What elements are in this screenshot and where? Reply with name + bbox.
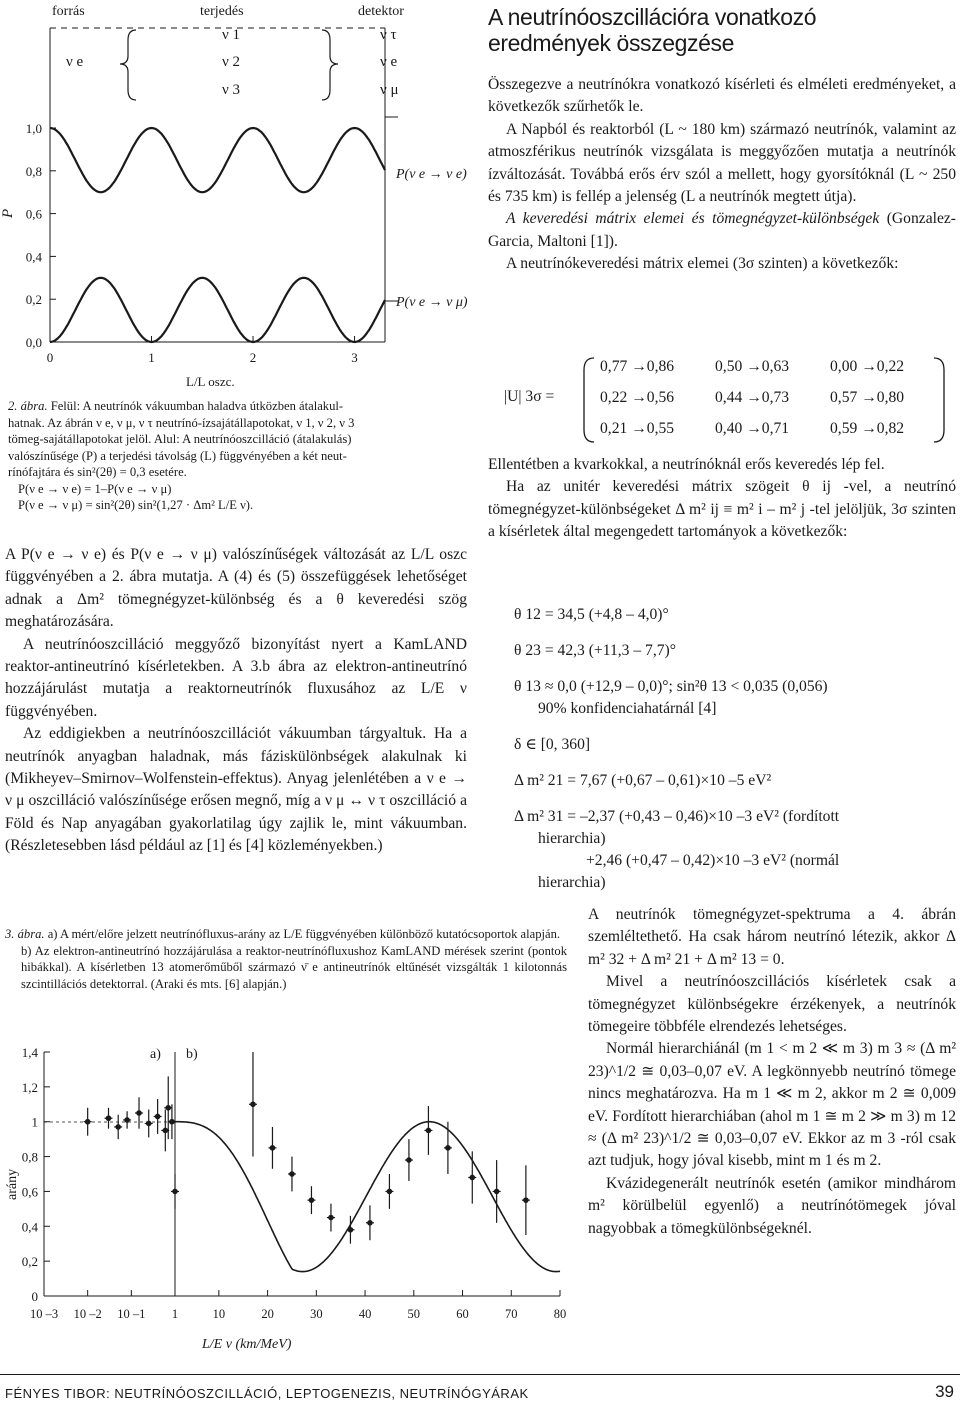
- right-paragraph-5: Ellentétben a kvarkokkal, a neutrínóknál erős keveredés lép fel.: [488, 456, 885, 473]
- figure-3-flux-ratio-chart: [0, 1030, 580, 1360]
- matrix-row-2: [600, 389, 940, 407]
- matrix-row-3: [600, 420, 940, 438]
- section-title: [488, 4, 958, 56]
- figure-3-caption: [5, 926, 567, 992]
- fig3-data-point: [328, 1215, 334, 1221]
- footer-page-number: 39: [935, 1382, 954, 1401]
- fig2-flavor-right-3: ν μ: [380, 82, 399, 98]
- equation-dm31-normal: +2,46 (+0,47 – 0,42)×10 –3 eV² (normál: [586, 852, 840, 869]
- matrix-cell: 0,44 →0,73: [715, 389, 790, 406]
- fig3-caption-b: b) Az elektron-antineutrínó hozzájárulása a reaktor-neutrínófluxushoz KamLAND mérések szerint (pontok hibákkal). A kísérletben 13 atomerőműből származó ν̄ e antineutrínók eltűnését vizsgálták 1 kilotonnás szcintillációs detektorral. (Araki és mts. [6] alapján.): [21, 943, 567, 991]
- fig2-ytick-label: 0,0: [25, 335, 42, 350]
- matrix-cell: 0,22 →0,56: [600, 389, 675, 406]
- fig2-flavor-right-1: ν τ: [380, 27, 397, 43]
- fig2-caption-line3: tömeg-sajátállapotokat jelöl. Alul: A neutrínóoszcilláció (átalakulás): [8, 432, 352, 446]
- fig3-panel-b-label: b): [186, 1047, 198, 1062]
- fig3-data-point: [124, 1117, 130, 1123]
- fig3-ytick-label: 0,2: [21, 1254, 38, 1270]
- fig3-xtick-label: 10 –1: [117, 1307, 146, 1321]
- left-paragraph-2: A neutrínóoszcilláció meggyőző bizonyítást nyert a KamLAND reaktor-antineutrínó kísérletekben. A 3.b ábra az elektron-antineutrínó hozzájárulást mutatja a reaktorneutrínók fluxusához az L/E ν függvényében.: [5, 635, 467, 720]
- fig3-ytick-label: 0,4: [21, 1219, 38, 1235]
- fig3-data-point: [494, 1189, 500, 1195]
- section-title-line2: eredmények összegzése: [488, 30, 735, 56]
- fig2-xtick-label: 0: [46, 350, 54, 365]
- matrix-row-1: [600, 358, 940, 376]
- fig3-xtick-label: 40: [358, 1307, 372, 1321]
- fig2-xtick-label: 3: [351, 350, 358, 365]
- equation-theta12: θ 12 = 34,5 (+4,8 – 4,0)°: [514, 606, 669, 623]
- right-column-text-top: [488, 74, 956, 276]
- right-paragraph-10: Kvázidegenerált neutrínók esetén (amikor mindhárom m² körülbelül egyenlő) a neutrínótömegek jóval nagyobbak a tömegkülönbségeknél.: [588, 1174, 956, 1237]
- figure-2-caption: [8, 398, 463, 514]
- fig3-data-point: [146, 1121, 152, 1127]
- fig2-flavor-left: ν e: [66, 54, 84, 70]
- equation-dm31-inverted-note: hierarchia): [538, 830, 606, 847]
- fig3-xtick-label: 80: [553, 1307, 567, 1321]
- fig2-mass-state-2: ν 2: [222, 54, 241, 70]
- fig3-xtick-label: 10 –3: [29, 1307, 59, 1321]
- left-paragraph-1: A P(ν e → ν e) és P(ν e → ν μ) valószínűségek változását az L/L oszc függvényében a 2. ábra mutatja. A (4) és (5) összefüggések lehetőséget adnak a Δm² tömegnégyzet-különbség és a θ keveredési szög meghatározására.: [5, 546, 467, 631]
- fig2-series-emu-label: P(ν e → ν μ): [396, 295, 468, 310]
- fig3-ylabel: arány: [5, 1168, 20, 1200]
- fig3-data-point: [106, 1115, 112, 1121]
- fig3-data-point: [309, 1197, 315, 1203]
- fig2-mass-state-1: ν 1: [222, 27, 241, 43]
- fig2-axes: [50, 28, 385, 342]
- fig3-data-point: [250, 1101, 256, 1107]
- fig2-xlabel: L/L oszc.: [186, 374, 235, 389]
- right-column-text-mid: [488, 454, 956, 544]
- fig2-caption-line5: rínófajtára és sin²(2θ) = 0,3 esetére.: [8, 465, 187, 479]
- left-column-text: [5, 544, 467, 858]
- fig3-xtick-label: 50: [407, 1307, 421, 1321]
- fig3-data-point: [155, 1114, 161, 1120]
- fig3-data-point: [523, 1197, 529, 1203]
- fig2-caption-formula1: P(ν e → ν e) = 1–P(ν e → ν μ): [18, 481, 172, 496]
- matrix-cell: 0,57 →0,80: [830, 389, 905, 406]
- left-paragraph-3: Az eddigiekben a neutrínóoszcillációt vákuumban tárgyaltuk. Ha a neutrínók anyagban haladnak, más fáziskülönbségek alakulnak ki (Mikheyev–Smirnov–Wolfenstein-effektus). Anyag jelenlétében a ν e → ν μ oszcilláció valószínűsége erősen megnő, míg a ν μ ↔ ν τ oszcilláció a Föld és Nap anyagában gyakorlatilag úgy zajlik le, mint vákuumban. (Részletesebben lásd például az [1] és [4] közleményekben.): [5, 725, 467, 855]
- figure-2-oscillation-chart: [0, 0, 480, 392]
- footer-rule: [0, 1374, 960, 1375]
- right-paragraph-3: [488, 208, 956, 253]
- fig3-data-point: [348, 1227, 354, 1233]
- fig2-ytick-label: 0,4: [25, 249, 42, 265]
- equation-dm21: Δ m² 21 = 7,67 (+0,67 – 0,61)×10 –5 eV²: [514, 772, 772, 789]
- right-paragraph-9: Normál hierarchiánál (m 1 < m 2 ≪ m 3) m 3 ≈ (Δ m² 23)^1/2 ≅ 0,03–0,07 eV. A legkönnyebb neutrínó tömege nincs meghatározva. Ha m 1 ≪ m 2, akkor m 2 ≅ 0,009 eV. Fordított hierarchiában (ahol m 1 ≅ m 2 ≫ m 3) m 12 ≈ (Δ m² 23)^1/2 ≅ 0,03–0,07 eV. Ekkor az m 3 -ról csak azt tudjuk, hogy jóval kisebb, mint m 1 és m 2.: [588, 1040, 956, 1170]
- fig3-caption-label: 3. ábra.: [5, 927, 45, 941]
- equation-delta: δ ∈ [0, 360]: [514, 736, 591, 753]
- fig2-flavor-right-2: ν e: [380, 54, 398, 70]
- parameter-equations: [514, 604, 958, 894]
- fig3-ytick-label: 0: [31, 1289, 38, 1304]
- fig2-brace-right: [322, 30, 338, 100]
- fig3-panel-a-label: a): [150, 1047, 161, 1062]
- equation-dm31-inverted: Δ m² 31 = –2,37 (+0,43 – 0,46)×10 –3 eV² (fordított: [514, 808, 840, 825]
- fig2-ytick-label: 0,6: [25, 206, 42, 222]
- fig2-ylabel: P: [0, 208, 16, 218]
- fig2-caption-formula2: P(ν e → ν μ) = sin²(2θ) sin²(1,27 · Δm² L/E ν).: [18, 498, 254, 512]
- fig2-mass-state-3: ν 3: [222, 82, 241, 98]
- fig2-caption-line4: valószínűsége (P) a terjedési távolság (L) függvényében a két neut-: [8, 448, 347, 463]
- fig3-data-point: [169, 1119, 175, 1125]
- matrix-label: |U| 3σ =: [504, 388, 555, 405]
- right-paragraph-2: A Napból és reaktorból (L ~ 180 km) származó neutrínók, valamint az atmoszférikus neutrínók vizsgálata is meggyőzően mutatja a neutrínók ízváltozását. Továbbá erős érv szól a mellett, hogy gyorsítóknál (L ~ 250 és 735 km) is fellép a jelenség (L a neutrínók megtett útja).: [488, 120, 956, 206]
- fig3-data-point: [367, 1220, 373, 1226]
- fig3-xtick-label: 70: [505, 1307, 518, 1321]
- fig3-data-point: [270, 1145, 276, 1151]
- fig3-data-point: [469, 1175, 475, 1181]
- fig3-data-point: [426, 1128, 432, 1134]
- matrix-cell: 0,21 →0,55: [600, 420, 675, 437]
- matrix-cell: 0,50 →0,63: [715, 358, 790, 375]
- mixing-matrix: [500, 354, 960, 446]
- fig2-label-source: forrás: [52, 4, 85, 19]
- fig3-data-point: [115, 1124, 121, 1130]
- fig3-data-point: [289, 1171, 295, 1177]
- fig3-data-point: [387, 1189, 393, 1195]
- footer-running-title: FÉNYES TIBOR: NEUTRÍNÓOSZCILLÁCIÓ, LEPTOGENEZIS, NEUTRÍNÓGYÁRAK: [5, 1386, 529, 1401]
- fig3-ytick-label: 0,8: [21, 1149, 38, 1165]
- fig3-xtick-label: 30: [310, 1307, 323, 1321]
- matrix-cell: 0,40 →0,71: [715, 420, 790, 437]
- fig2-series-ee-curve: [50, 128, 385, 192]
- fig3-ytick-label: 1,4: [21, 1045, 38, 1060]
- equation-dm31-normal-note: hierarchia): [538, 874, 606, 891]
- fig3-data-point: [136, 1110, 142, 1116]
- fig3-data-point: [445, 1145, 451, 1151]
- fig3-axes: [44, 1052, 560, 1296]
- section-title-line1: A neutrínóoszcillációra vonatkozó: [488, 4, 817, 30]
- fig3-data-point: [85, 1119, 91, 1125]
- fig3-ytick-label: 1,2: [21, 1079, 38, 1095]
- fig3-ytick-label: 1: [31, 1114, 38, 1130]
- equation-theta13-note: 90% konfidenciahatárnál [4]: [538, 700, 717, 717]
- matrix-cell: 0,77 →0,86: [600, 358, 675, 375]
- fig3-xlabel: L/E ν (km/MeV): [202, 1337, 292, 1352]
- matrix-cell: 0,00 →0,22: [830, 358, 905, 375]
- fig2-label-detector: detektor: [358, 4, 404, 19]
- right-column-text-bottom: [588, 904, 956, 1240]
- fig3-xtick-label: 1: [171, 1307, 179, 1321]
- fig2-series-emu-curve: [50, 278, 385, 342]
- fig3-ytick-label: 0,6: [21, 1184, 38, 1200]
- fig2-caption-label: 2. ábra.: [8, 399, 48, 413]
- equation-theta23: θ 23 = 42,3 (+11,3 – 7,7)°: [514, 642, 676, 659]
- fig2-series-ee-label: P(ν e → ν e): [396, 167, 467, 182]
- right-paragraph-4: A neutrínókeveredési mátrix elemei (3σ szinten) a következők:: [506, 255, 899, 273]
- right-paragraph-8: Mivel a neutrínóoszcillációs kísérletek csak a tömegnégyzet különbségekre érzékenyek, a neutrínók tömegeire többféle elrendezés lehetséges.: [588, 973, 956, 1036]
- fig2-caption-line1: Felül: A neutrínók vákuumban haladva útközben átalakul-: [50, 399, 344, 413]
- fig2-caption-line2: hatnak. Az ábrán ν e, ν μ, ν τ neutrínó-ízsajátállapotokat, ν 1, ν 2, ν 3: [8, 415, 355, 430]
- fig3-data-point: [165, 1105, 171, 1111]
- fig3-data-point: [163, 1128, 169, 1134]
- fig2-ytick-label: 0,2: [25, 292, 42, 308]
- fig2-brace-left: [120, 30, 136, 100]
- fig3-xtick-label: 60: [456, 1307, 469, 1321]
- fig3-xtick-label: 20: [261, 1307, 274, 1321]
- fig2-ytick-label: 0,8: [25, 163, 42, 179]
- right-paragraph-7: A neutrínók tömegnégyzet-spektruma a 4. ábrán szemléltethető. Ha csak három neutrínó létezik, akkor Δ m² 32 + Δ m² 21 + Δ m² 13 = 0.: [588, 906, 956, 968]
- right-paragraph-6: Ha az unitér keveredési mátrix szögeit θ ij -vel, a neutrínó tömegnégyzet-különbségeket Δ m² ij ≡ m² i – m² j -tel jelöljük, 3σ szinten a kísérletek által megengedett tartományok a következők:: [488, 478, 956, 541]
- matrix-cell: 0,59 →0,82: [830, 420, 905, 437]
- fig3-oscillation-curve: [175, 1122, 560, 1272]
- right-paragraph-1: Összegezve a neutrínókra vonatkozó kísérleti és elméleti eredményeket, a következők szűrhetők le.: [488, 76, 956, 116]
- fig3-xtick-label: 10: [212, 1307, 226, 1321]
- fig3-caption-a: a) A mért/előre jelzett neutrínófluxus-arány az L/E függvényében különböző kutatócsoportok alapján.: [47, 927, 561, 941]
- equation-theta13: θ 13 ≈ 0,0 (+12,9 – 0,0)°; sin²θ 13 < 0,035 (0,056): [514, 678, 828, 695]
- fig2-ytick-label: 1,0: [25, 121, 42, 136]
- fig3-xtick-label: 10 –2: [73, 1307, 102, 1321]
- fig3-data-point: [172, 1189, 178, 1195]
- right-paragraph-3-ref: (Gonzalez-Garcia, Maltoni [1]).: [488, 210, 956, 250]
- fig3-data-point: [406, 1157, 412, 1163]
- fig2-xtick-label: 1: [148, 350, 155, 365]
- right-paragraph-3-italic: A keveredési mátrix elemei és tömegnégyzet-különbségek: [506, 210, 880, 228]
- fig2-xtick-label: 2: [249, 350, 257, 365]
- fig2-label-propagation: terjedés: [200, 4, 244, 19]
